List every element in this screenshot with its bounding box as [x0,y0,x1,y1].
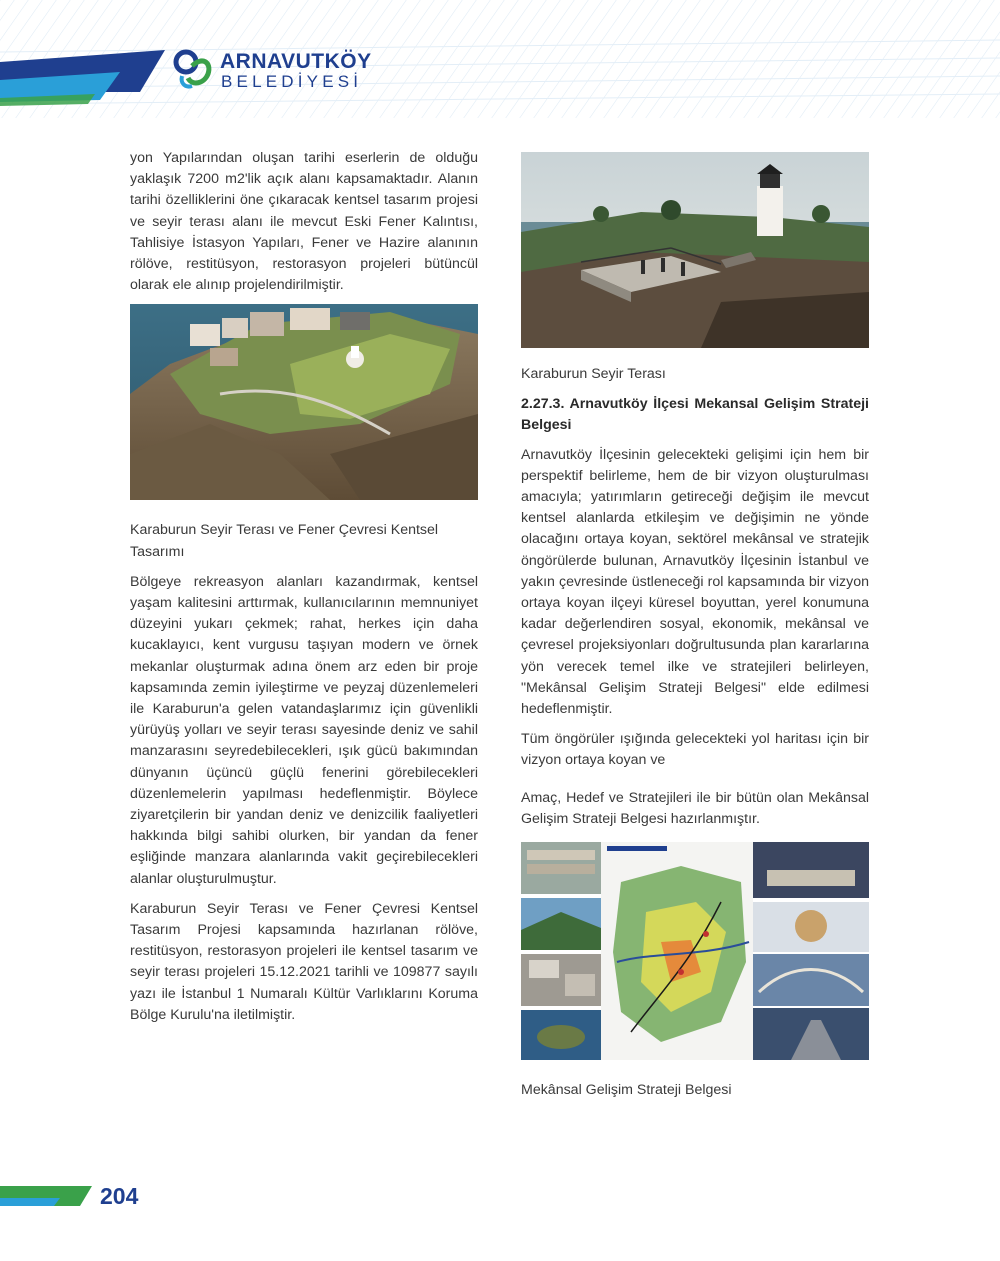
brand-logo [172,46,372,96]
right-image-caption: Karaburun Seyir Terası [521,366,666,382]
page-header [0,0,1000,120]
strategy-collage [521,842,869,1060]
left-paragraph-3: Karaburun Seyir Terası ve Fener Çevresi Kentsel Tasarım Projesi kapsamında hazırlanan rölöve, restitüsyon, restorasyon projeleri ile kentsel tasarım ve seyir terası projeleri 15.12.2021 tarihli ve 109877 sayılı yazı ile İstanbul 1 Numaralı Kültür Varlıklarını Koruma Bölge Kurulu'na iletilmiştir. [130,900,478,1023]
section-heading: 2.27.3. Arnavutköy İlçesi Mekansal Gelişim Strateji Belgesi [521,396,869,434]
left-paragraph-2: Bölgeye rekreasyon alanları kazandırmak, kentsel yaşam kalitesini arttırmak, kullanıcılarının memnuniyet düzeyini yukarı çekmek; rahat, herkes için daha kucaklayıcı, kent vurgusu taşıyan modern ve örnek mekanlar oluşturmak adına önem arz eden bir proje kapsamında zemin iyileştirme ve peyzaj düzenlemeleri ile Karaburun'a gelen vatandaşlarımız için güvenlikli yürüyüş yolları ve seyir terası sayesinde deniz ve sahil manzarasını seyredebilecekleri, ışık gücü bakımından dünyanın üçüncü güçlü fenerini görebilecekleri düzenlemelerin yapılması hedeflenmiştir. Böylece ziyaretçilerin bir yandan deniz ve denizcilik faaliyetleri hakkında bilgi sahibi olurken, bir yandan da fener eşliğinde manzara alanlarında vakit geçirebilecekleri alanlar oluşturulmuştur. [130,573,478,887]
seyir-terasi-photo [521,152,869,348]
left-image-caption: Karaburun Seyir Terası ve Fener Çevresi Kentsel Tasarımı [130,522,439,560]
page-number: 204 [100,1183,139,1209]
header-stripes [0,0,1000,120]
right-paragraph-1: Arnavutköy İlçesinin gelecekteki gelişimi için hem bir perspektif belirleme, hem de bir vizyon oluşturulması amacıyla; yatırımların getireceği değişim ile mevcut kentsel alanlarda etkileşim ve değişimin ne yönde olacağını ortaya koyan, sektörel mekânsal ve stratejik öngörülerde bulunan, Arnavutköy İlçesinin İstanbul ve yakın çevresinde üstleneceği rol kapsamında bir vizyon ortaya koyan ilçeyi küresel boyuttan, yerel konumuna kadar değerlendiren sosyal, ekonomik, mekânsal ve çevresel projeksiyonları doğrultusunda plan kararlarına yön verecek temel ilke ve stratejileri belirleyen, "Mekânsal Gelişim Strateji Belgesi" elde edilmesi hedeflenmiştir. [521,446,869,718]
left-paragraph-1: yon Yapılarından oluşan tarihi eserlerin de olduğu yaklaşık 7200 m2'lik açık alanı kapsamaktadır. Alanın tarihi özelliklerini öne çıkaracak kentsel tasarım projesi ve seyir terası alanı ile mevcut Eski Fener Kalıntısı, Tahlisiye İstasyon Yapıları, Fener ve Hazire alanının rölöve, restitüsyon, restorasyon projeleri bütüncül olarak ele alınıp projelendirilmiştir. [130,150,478,294]
logo-subtitle: BELEDİYESİ [221,72,363,91]
right-paragraph-2: Tüm öngörüler ışığında gelecekteki yol haritası için bir vizyon ortaya koyan ve [521,731,869,769]
collage-caption: Mekânsal Gelişim Strateji Belgesi [521,1082,732,1099]
right-paragraph-3: Amaç, Hedef ve Stratejileri ile bir bütün olan Mekânsal Gelişim Strateji Belgesi hazırlanmıştır. [521,789,869,827]
logo-name: ARNAVUTKÖY [220,50,372,73]
karaburun-aerial-photo [130,304,478,500]
left-column [130,148,478,1034]
right-column [521,148,869,1101]
logo-mark-icon [172,46,216,90]
